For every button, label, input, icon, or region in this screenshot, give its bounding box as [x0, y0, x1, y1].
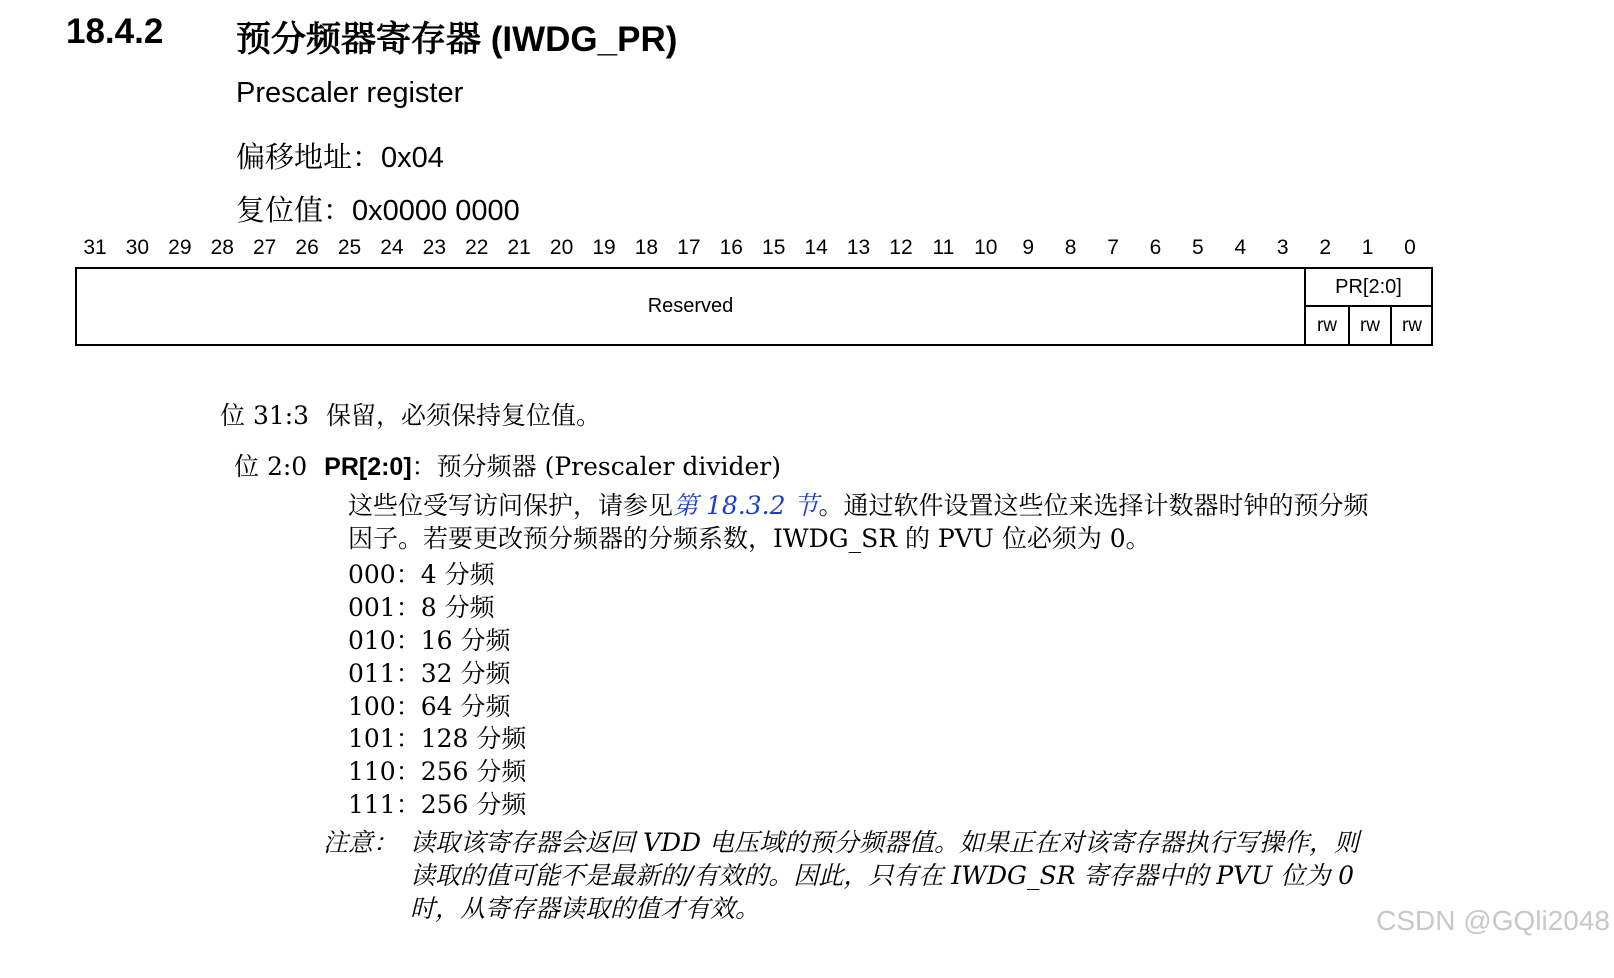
bit-number: 7 — [1107, 236, 1119, 259]
access-bit-1: rw — [1348, 307, 1390, 344]
note-line-2 — [410, 856, 1354, 892]
watermark: CSDN @GQli2048 — [1376, 905, 1610, 936]
offset-value: 0x04 — [381, 142, 444, 174]
note-label — [323, 823, 398, 859]
prescaler-option — [348, 687, 510, 723]
bit-number: 31 — [83, 236, 107, 259]
bit-number: 28 — [210, 236, 234, 259]
note-label-text: 注意： — [323, 828, 399, 857]
pr-description-line-2 — [348, 519, 1151, 555]
prescaler-option — [348, 621, 510, 657]
bit-number: 19 — [592, 236, 616, 259]
note-text: 读取该寄存器会返回 VDD 电压域的预分频器值。如果正在对该寄存器执行写操作，则 — [410, 828, 1360, 857]
prescaler-option — [348, 785, 526, 821]
bits-31-3-label: 位 31:3 — [220, 401, 310, 430]
bit-number: 25 — [337, 236, 362, 259]
note-text: 时，从寄存器读取的值才有效。 — [410, 894, 761, 923]
prescaler-option — [348, 555, 495, 591]
bit-number: 24 — [380, 236, 404, 259]
option-text: 010：16 分频 — [348, 626, 511, 655]
bits-2-0-label: 位 2:0 — [234, 452, 308, 481]
pr-field — [1304, 269, 1431, 344]
pr-field-name: PR[2:0] — [1306, 269, 1431, 307]
bit-number: 0 — [1404, 236, 1416, 259]
bit-number: 18 — [634, 236, 659, 259]
pr-field-title-suffix: ：预分频器 (Prescaler divider) — [411, 452, 781, 481]
reset-label: 复位值： — [236, 193, 353, 227]
bit-number: 30 — [125, 236, 150, 259]
bits-2-0-description — [234, 447, 781, 483]
bit-number: 12 — [889, 236, 913, 259]
option-text: 111：256 分频 — [348, 790, 527, 819]
section-reference-link[interactable]: 第 18.3.2 节 — [673, 491, 819, 520]
option-text: 001：8 分频 — [348, 593, 495, 622]
bit-number: 26 — [295, 236, 319, 259]
bit-number: 10 — [974, 236, 998, 259]
bits-31-3-description — [220, 396, 601, 432]
register-subtitle: Prescaler register — [236, 77, 464, 109]
option-text: 100：64 分频 — [348, 692, 511, 721]
bit-number: 15 — [762, 236, 786, 259]
bit-number: 17 — [677, 236, 701, 259]
bit-number: 23 — [422, 236, 447, 259]
reserved-field: Reserved — [647, 295, 734, 317]
bit-number: 27 — [252, 236, 277, 259]
bit-number: 4 — [1234, 236, 1247, 259]
bit-number: 22 — [465, 236, 489, 259]
prescaler-option — [348, 654, 510, 690]
reset-value — [236, 188, 520, 229]
bit-number: 21 — [507, 236, 531, 259]
bit-number: 2 — [1319, 236, 1331, 259]
option-text: 000：4 分频 — [348, 560, 495, 589]
offset-address — [236, 135, 444, 176]
section-title: 预分频器寄存器 (IWDG_PR) — [236, 20, 678, 59]
note-line-3 — [410, 889, 760, 925]
prescaler-option — [348, 588, 495, 624]
prescaler-option — [348, 752, 526, 788]
note-line-1 — [410, 823, 1359, 859]
bit-number: 1 — [1361, 236, 1374, 259]
bit-number: 29 — [168, 236, 192, 259]
bit-number: 8 — [1064, 236, 1077, 259]
section-number: 18.4.2 — [66, 12, 164, 51]
bit-number: 11 — [932, 236, 955, 259]
bit-number: 5 — [1192, 236, 1204, 259]
option-text: 011：32 分频 — [348, 659, 511, 688]
pr-desc-text-b: 。通过软件设置这些位来选择计数器时钟的预分频 — [818, 491, 1369, 520]
pr-desc-text-2: 因子。若要更改预分频器的分频系数，IWDG_SR 的 PVU 位必须为 0。 — [348, 524, 1151, 553]
bit-number: 16 — [719, 236, 743, 259]
bit-number: 13 — [846, 236, 871, 259]
register-diagram — [75, 267, 1433, 346]
pr-field-title: PR[2:0] — [324, 453, 412, 481]
bit-number: 9 — [1022, 236, 1035, 259]
offset-label: 偏移地址： — [236, 140, 382, 174]
access-bit-0: rw — [1390, 307, 1432, 344]
pr-description-line-1 — [348, 486, 1368, 522]
option-text: 101：128 分频 — [348, 724, 527, 753]
prescaler-option — [348, 719, 526, 755]
bit-number: 20 — [549, 236, 574, 259]
option-text: 110：256 分频 — [348, 757, 527, 786]
bit-number: 14 — [804, 236, 828, 259]
access-bit-2: rw — [1316, 314, 1338, 336]
note-text: 读取的值可能不是最新的/有效的。因此，只有在 IWDG_SR 寄存器中的 PVU 位为 0 — [410, 861, 1355, 890]
bits-31-3-text: 保留，必须保持复位值。 — [326, 401, 602, 430]
bit-number: 3 — [1276, 236, 1289, 259]
reset-value-text: 0x0000 0000 — [352, 195, 520, 227]
pr-desc-text-a: 这些位受写访问保护，请参见 — [348, 491, 674, 520]
bit-number: 6 — [1149, 236, 1162, 259]
